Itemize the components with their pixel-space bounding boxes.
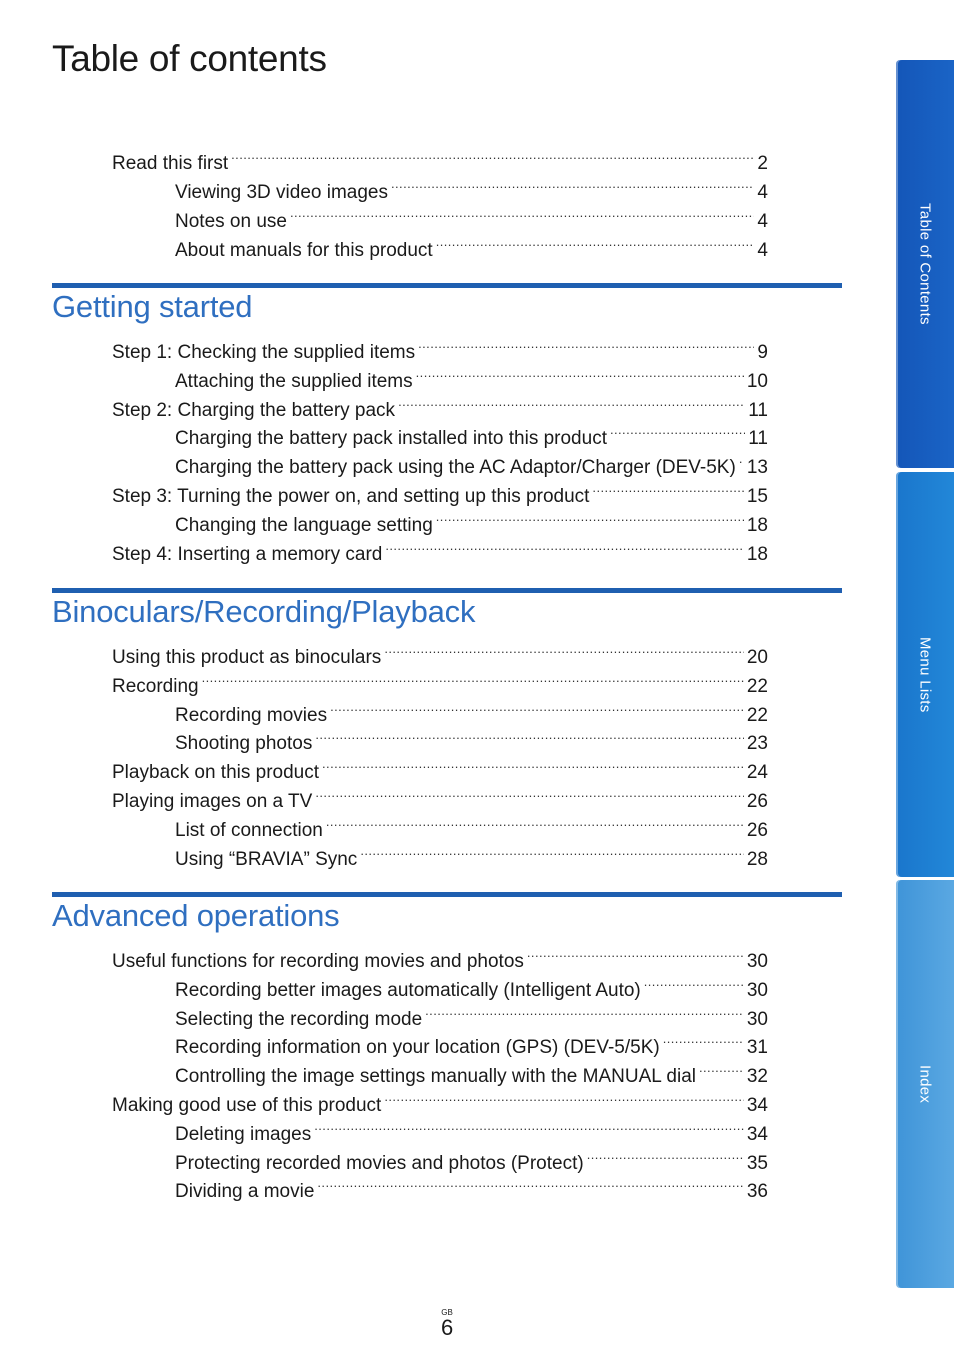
toc-entry-page[interactable]: 24: [746, 762, 768, 784]
toc-entry-title[interactable]: Recording movies: [175, 704, 328, 726]
toc-entry-page[interactable]: 30: [746, 1008, 768, 1030]
page-number: [441, 1308, 453, 1339]
toc-entry-title[interactable]: Playing images on a TV: [112, 791, 313, 812]
dot-leader: [592, 478, 743, 502]
toc-entry-title[interactable]: Changing the language setting: [175, 514, 433, 536]
toc-entry[interactable]: [175, 1001, 768, 1030]
toc-entry-title[interactable]: Recording information on your location (GPS) (DEV-5/5K): [175, 1037, 660, 1059]
toc-entry[interactable]: [112, 334, 768, 363]
toc-entry[interactable]: [112, 536, 768, 565]
toc-entry[interactable]: [112, 1087, 768, 1116]
dot-leader: [436, 232, 755, 256]
dot-leader: [385, 536, 744, 560]
dot-leader: [418, 334, 754, 358]
toc-entry-page[interactable]: 34: [746, 1095, 768, 1116]
toc-entry-page[interactable]: 18: [746, 514, 768, 536]
toc-entry[interactable]: [175, 363, 768, 392]
toc-entry-title[interactable]: Step 1: Checking the supplied items: [112, 342, 416, 363]
tab-index[interactable]: [896, 880, 954, 1288]
toc-entry[interactable]: [175, 420, 768, 450]
toc-entry[interactable]: [112, 943, 768, 972]
tab-label: Table of Contents: [916, 203, 934, 325]
toc-entry-title[interactable]: Selecting the recording mode: [175, 1008, 423, 1030]
toc-entry[interactable]: [175, 232, 768, 261]
toc-entry[interactable]: [112, 639, 768, 668]
toc-entry[interactable]: [112, 783, 768, 812]
toc-entry-title[interactable]: Using “BRAVIA” Sync: [175, 848, 358, 870]
toc-entry-title[interactable]: Charging the battery pack installed into this product: [175, 428, 607, 450]
toc-entry-page[interactable]: 31: [746, 1037, 768, 1059]
dot-leader: [315, 783, 744, 807]
toc-entry-page[interactable]: 20: [746, 647, 768, 668]
toc-entry-title[interactable]: Step 4: Inserting a memory card: [112, 543, 383, 565]
dot-leader: [326, 812, 744, 836]
dot-leader: [202, 668, 744, 692]
dot-leader: [391, 174, 754, 198]
toc-entry-page[interactable]: 10: [746, 370, 768, 392]
toc-entry-page[interactable]: 30: [746, 951, 768, 972]
toc-entry-page[interactable]: 2: [757, 153, 768, 174]
toc-entry[interactable]: [175, 1145, 768, 1174]
page-number-value: 6: [441, 1315, 454, 1340]
dot-leader: [315, 725, 744, 749]
toc-entry-page[interactable]: 13: [746, 457, 768, 479]
toc-entry-page[interactable]: 11: [748, 399, 768, 421]
tab-table-of-contents[interactable]: [896, 60, 954, 468]
toc-entry[interactable]: [175, 812, 768, 841]
toc-entry-title[interactable]: Shooting photos: [175, 733, 313, 755]
dot-leader: [398, 392, 745, 416]
toc-entry-page[interactable]: 30: [746, 979, 768, 1001]
dot-leader: [527, 943, 744, 967]
toc-entry-title[interactable]: Notes on use: [175, 211, 287, 232]
toc-entry[interactable]: [112, 668, 768, 697]
toc-entry-page[interactable]: 23: [746, 733, 768, 755]
toc-entry-title[interactable]: Controlling the image settings manually with the MANUAL dial: [175, 1066, 696, 1088]
tab-menu-lists[interactable]: [896, 472, 954, 877]
toc-entry-title[interactable]: List of connection: [175, 819, 323, 841]
dot-leader: [314, 1116, 744, 1140]
dot-leader: [384, 639, 744, 663]
toc-entry-page[interactable]: 35: [746, 1152, 768, 1174]
section-rule: [52, 588, 842, 593]
toc-entry-title[interactable]: Recording better images automatically (Intelligent Auto): [175, 979, 641, 1001]
dot-leader: [587, 1145, 744, 1169]
toc-entry-page[interactable]: 28: [746, 848, 768, 870]
page-title: Table of contents: [52, 38, 327, 79]
dot-leader: [663, 1029, 744, 1053]
dot-leader: [330, 697, 744, 721]
toc-entry-page[interactable]: 18: [746, 543, 768, 565]
toc-entry[interactable]: [175, 449, 768, 479]
toc-entry[interactable]: [175, 972, 768, 1001]
toc-entry-title[interactable]: Read this first: [112, 153, 229, 174]
section-heading[interactable]: Binoculars/Recording/Playback: [52, 594, 476, 629]
toc-entry[interactable]: [175, 841, 768, 870]
dot-leader: [699, 1058, 744, 1082]
toc-entry[interactable]: [175, 203, 768, 232]
toc-entry[interactable]: [112, 754, 768, 784]
tab-label: Menu Lists: [916, 636, 934, 713]
dot-leader: [425, 1001, 744, 1025]
dot-leader: [360, 841, 744, 865]
toc-entry-title[interactable]: Using this product as binoculars: [112, 647, 382, 668]
section-heading[interactable]: Advanced operations: [52, 898, 340, 933]
toc-entry-title[interactable]: Playback on this product: [112, 762, 320, 784]
toc-entry-title[interactable]: Dividing a movie: [175, 1181, 315, 1203]
toc-entry-title[interactable]: Recording: [112, 675, 199, 697]
toc-entry-page[interactable]: 11: [748, 428, 768, 450]
section-rule: [52, 283, 842, 288]
toc-entry-title[interactable]: Charging the battery pack using the AC Adaptor/Charger (DEV-5K): [175, 457, 736, 479]
toc-entry-title[interactable]: Useful functions for recording movies and photos: [112, 951, 524, 972]
toc-entry-page[interactable]: 4: [757, 182, 768, 203]
toc-entry[interactable]: [175, 1029, 768, 1059]
toc-entry[interactable]: [112, 145, 768, 174]
dot-leader: [384, 1087, 744, 1111]
toc-entry-page[interactable]: 26: [746, 819, 768, 841]
dot-leader: [436, 507, 744, 531]
dot-leader: [739, 449, 744, 473]
toc-entry-page[interactable]: 32: [746, 1066, 768, 1088]
toc-entry-title[interactable]: Step 3: Turning the power on, and setting up this product: [112, 486, 590, 507]
toc-entry[interactable]: [112, 392, 768, 421]
dot-leader: [644, 972, 744, 996]
toc-entry[interactable]: [175, 1173, 768, 1203]
region-code: GB: [441, 1308, 453, 1317]
toc-entry[interactable]: [175, 507, 768, 536]
toc-entry-page[interactable]: 34: [746, 1123, 768, 1145]
toc-entry-page[interactable]: 9: [757, 342, 768, 363]
section-heading[interactable]: Getting started: [52, 289, 253, 324]
toc-entry[interactable]: [175, 1116, 768, 1145]
dot-leader: [322, 754, 744, 778]
dot-leader: [231, 145, 754, 169]
section-rule: [52, 892, 842, 897]
toc-entry-title[interactable]: Step 2: Charging the battery pack: [112, 399, 396, 421]
dot-leader: [416, 363, 744, 387]
toc-entry[interactable]: [112, 478, 768, 507]
toc-entry-page[interactable]: 4: [757, 211, 768, 232]
toc-entry-title[interactable]: Making good use of this product: [112, 1095, 382, 1116]
toc-entry[interactable]: [175, 697, 768, 726]
toc-entry[interactable]: [175, 725, 768, 755]
toc-entry-title[interactable]: Deleting images: [175, 1123, 312, 1145]
dot-leader: [290, 203, 754, 227]
toc-entry[interactable]: [175, 174, 768, 203]
toc-entry-page[interactable]: 4: [757, 240, 768, 261]
toc-entry-page[interactable]: 36: [746, 1181, 768, 1203]
toc-entry-page[interactable]: 22: [746, 675, 768, 697]
dot-leader: [610, 420, 745, 444]
toc-entry-title[interactable]: About manuals for this product: [175, 240, 433, 261]
toc-entry-title[interactable]: Protecting recorded movies and photos (Protect): [175, 1152, 584, 1174]
toc-entry[interactable]: [175, 1058, 768, 1088]
toc-entry-page[interactable]: 15: [746, 486, 768, 507]
toc-entry-page[interactable]: 22: [746, 704, 768, 726]
toc-entry-title[interactable]: Attaching the supplied items: [175, 370, 413, 392]
tab-label: Index: [916, 1064, 934, 1104]
dot-leader: [317, 1173, 743, 1197]
toc-entry-page[interactable]: 26: [746, 791, 768, 812]
toc-entry-title[interactable]: Viewing 3D video images: [175, 182, 388, 203]
